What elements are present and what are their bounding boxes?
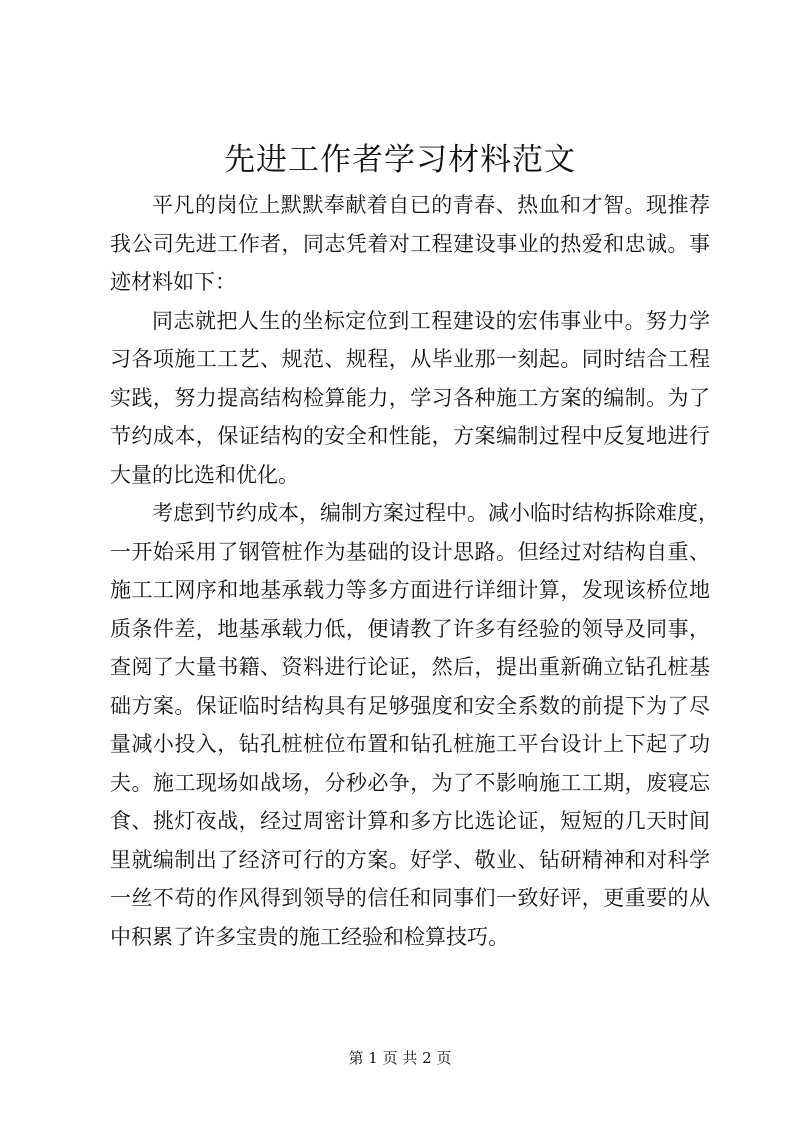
paragraph-line: 一开始采用了钢管桩作为基础的设计思路。但经过对结构自重、 — [110, 539, 710, 564]
paragraph-line: 量减小投入，钻孔桩桩位布置和钻孔桩施工平台设计上下起了功 — [110, 732, 710, 756]
document-body — [110, 186, 719, 956]
paragraph-line: 迹材料如下： — [110, 270, 236, 294]
paragraph-line: 实践，努力提高结构检算能力，学习各种施工方案的编制。为了 — [110, 385, 710, 410]
paragraph-line: 里就编制出了经济可行的方案。好学、敬业、钻研精神和对科学 — [110, 847, 710, 872]
paragraph-2 — [110, 302, 710, 495]
paragraph-line: 我公司先进工作者，同志凭着对工程建设事业的热爱和忠诚。事 — [110, 231, 710, 256]
paragraph-line: 食、挑灯夜战，经过周密计算和多方比选论证，短短的几天时间 — [110, 809, 710, 833]
paragraph-line: 础方案。保证临时结构具有足够强度和安全系数的前提下为了尽 — [110, 693, 710, 718]
paragraph-line: 平凡的岗位上默默奉献着自已的青春、热血和才智。现推荐 — [152, 193, 710, 217]
paragraph-line: 考虑到节约成本，编制方案过程中。减小临时结构拆除难度， — [152, 501, 719, 525]
paragraph-line: 质条件差，地基承载力低，便请教了许多有经验的领导及同事， — [110, 616, 710, 641]
paragraph-line: 夫。施工现场如战场，分秒必争，为了不影响施工工期，废寝忘 — [110, 770, 710, 795]
paragraph-line: 查阅了大量书籍、资料进行论证，然后，提出重新确立钻孔桩基 — [110, 655, 710, 679]
paragraph-line: 同志就把人生的坐标定位到工程建设的宏伟事业中。努力学 — [152, 308, 710, 333]
page-footer — [0, 1048, 800, 1068]
document-title: 先进工作者学习材料范文 — [224, 142, 576, 178]
paragraph-3 — [110, 494, 719, 956]
paragraph-1 — [110, 186, 710, 302]
paragraph-line: 一丝不苟的作风得到领导的信任和同事们一致好评，更重要的从 — [110, 886, 710, 910]
page-number: 第 1 页 共 2 页 — [348, 1049, 452, 1067]
paragraph-line: 节约成本，保证结构的安全和性能，方案编制过程中反复地进行 — [110, 424, 710, 448]
paragraph-line: 施工工网序和地基承载力等多方面进行详细计算，发现该桥位地 — [110, 578, 710, 602]
paragraph-line: 习各项施工工艺、规范、规程，从毕业那一刻起。同时结合工程 — [110, 347, 710, 371]
paragraph-line: 中积累了许多宝贵的施工经验和检算技巧。 — [110, 924, 509, 949]
paragraph-line: 大量的比选和优化。 — [110, 462, 299, 487]
